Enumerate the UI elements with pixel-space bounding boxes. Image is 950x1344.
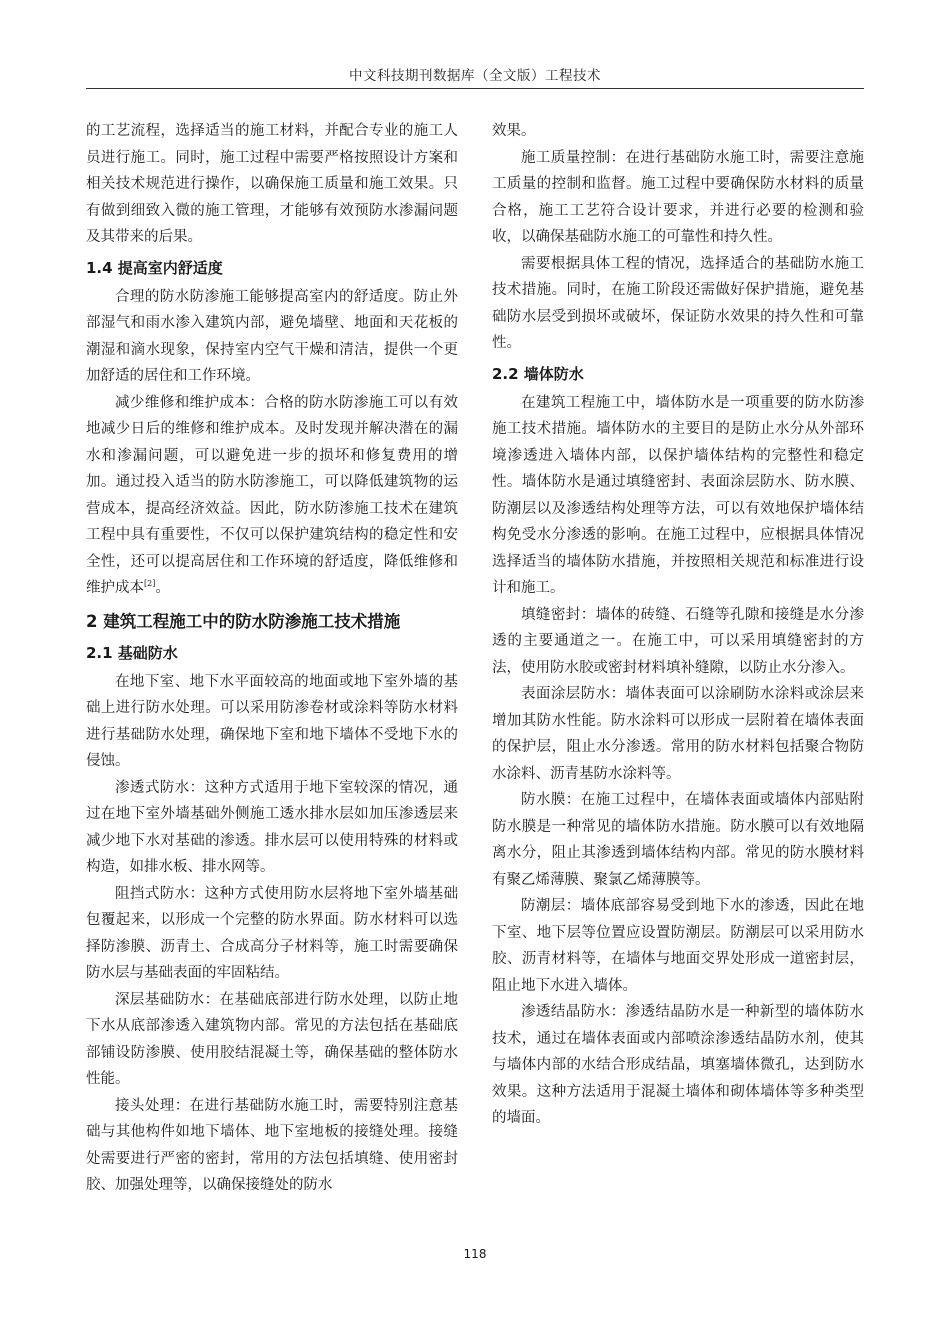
paragraph-maintenance-cost: [86, 390, 458, 602]
paragraph-end-punct: 。: [155, 580, 170, 596]
heading-section-2: 2 建筑工程施工中的防水防渗施工技术措施: [86, 611, 401, 631]
right-column: [492, 118, 864, 1132]
paragraph-surface-coating: 表面涂层防水：墙体表面可以涂刷防水涂料或涂层来增加其防水性能。防水涂料可以形成一层附着在墙体表面的保护层，阻止水分渗透。常用的防水材料包括聚合物防水涂料、沥青基防水涂料等。: [492, 686, 864, 782]
paragraph-waterproof-membrane: 防水膜：在施工过程中，在墙体表面或墙体内部贴附防水膜是一种常见的墙体防水措施。防水膜可以有效地隔离水分，阻止其渗透到墙体结构内部。常见的防水膜材料有聚乙烯薄膜、聚氯乙烯薄膜等。: [492, 792, 864, 888]
paragraph-damp-proof-layer: 防潮层：墙体底部容易受到地下水的渗透，因此在地下室、地下层等位置应设置防潮层。防潮层可以采用防水胶、沥青材料等，在墙体与地面交界处形成一道密封层，阻止地下水进入墙体。: [492, 898, 864, 994]
heading-2-1: 2.1 基础防水: [86, 643, 178, 662]
heading-2-2: 2.2 墙体防水: [492, 364, 584, 383]
page-number: 118: [463, 1247, 487, 1261]
header-rule: [86, 88, 864, 89]
paragraph-barrier-waterproof: 阻挡式防水：这种方式使用防水层将地下室外墙基础包覆起来，以形成一个完整的防水界面。防水材料可以选择防渗膜、沥青土、合成高分子材料等，施工时需要确保防水层与基础表面的牢固粘结。: [86, 885, 458, 981]
citation-marker: [2]: [144, 579, 156, 589]
heading-1-4: 1.4 提高室内舒适度: [86, 258, 223, 277]
paragraph-quality-control: 施工质量控制：在进行基础防水施工时，需要注意施工质量的控制和监督。施工过程中要确保防水材料的质量合格，施工工艺符合设计要求，并进行必要的检测和验收，以确保基础防水施工的可靠性和持久性。: [492, 149, 864, 245]
paragraph-select-measures: 需要根据具体工程的情况，选择适合的基础防水施工技术措施。同时，在施工阶段还需做好保护措施，避免基础防水层受到损坏或破坏，保证防水效果的持久性和可靠性。: [492, 255, 864, 351]
paragraph-continued: 的工艺流程，选择适当的施工材料，并配合专业的施工人员进行施工。同时，施工过程中需要严格按照设计方案和相关技术规范进行操作，以确保施工质量和施工效果。只有做到细致入微的施工管理，才能够有效预防水渗漏问题及其带来的后果。: [86, 123, 458, 245]
paragraph-permeable-waterproof: 渗透式防水：这种方式适用于地下室较深的情况，通过在地下室外墙基础外侧施工透水排水层如加压渗透层来减少地下水对基础的渗透。排水层可以使用特殊的材料或构造，如排水板、排水网等。: [86, 779, 458, 875]
paragraph-foundation-intro: 在地下室、地下水平面较高的地面或地下室外墙的基础上进行防水处理。可以采用防渗卷材或涂料等防水材料进行基础防水处理，确保地下室和地下墙体不受地下水的侵蚀。: [86, 673, 458, 769]
left-column: [86, 118, 458, 1199]
paragraph-maintenance-text: 减少维修和维护成本：合格的防水防渗施工可以有效地减少日后的维修和维护成本。及时发现并解决潜在的漏水和渗漏问题，可以避免进一步的损坏和修复费用的增加。通过投入适当的防水防渗施工，可以降低建筑物的运营成本，提高经济效益。因此，防水防渗施工技术在建筑工程中具有重要性，不仅可以保护建筑结构的稳定性和安全性，还可以提高居住和工作环境的舒适度，降低维修和维护成本: [86, 394, 458, 596]
paragraph-wall-intro: 在建筑工程施工中，墙体防水是一项重要的防水防渗施工技术措施。墙体防水的主要目的是防止水分从外部环境渗透进入墙体内部，以保护墙体结构的完整性和稳定性。墙体防水是通过填缝密封、表面涂层防水、防水膜、防潮层以及渗透结构处理等方法，可以有效地保护墙体结构免受水分渗透的影响。在施工过程中，应根据具体情况选择适当的墙体防水措施，并按照相关规范和标准进行设计和施工。: [492, 394, 864, 596]
paragraph-continued-right: 效果。: [492, 123, 536, 139]
paragraph-joint-treatment: 接头处理：在进行基础防水施工时，需要特别注意基础与其他构件如地下墙体、地下室地板的接缝处理。接缝处需要进行严密的密封，常用的方法包括填缝、使用密封胶、加强处理等，以确保接缝处的防水: [86, 1097, 458, 1193]
running-header: 中文科技期刊数据库（全文版）工程技术: [349, 68, 601, 84]
paragraph-deep-foundation: 深层基础防水：在基础底部进行防水处理，以防止地下水从底部渗透入建筑物内部。常见的方法包括在基础底部铺设防渗膜、使用胶结混凝土等，确保基础的整体防水性能。: [86, 991, 458, 1087]
paragraph-crystalline-waterproof: 渗透结晶防水：渗透结晶防水是一种新型的墙体防水技术，通过在墙体表面或内部喷涂渗透结晶防水剂，使其与墙体内部的水结合形成结晶，填塞墙体微孔，达到防水效果。这种方法适用于混凝土墙体和砌体墙体等多种类型的墙面。: [492, 1004, 864, 1126]
paragraph-comfort: 合理的防水防渗施工能够提高室内的舒适度。防止外部湿气和雨水渗入建筑内部，避免墙壁、地面和天花板的潮湿和滴水现象，保持室内空气干燥和清洁，提供一个更加舒适的居住和工作环境。: [86, 288, 458, 384]
paragraph-joint-sealing: 填缝密封：墙体的砖缝、石缝等孔隙和接缝是水分渗透的主要通道之一。在施工中，可以采用填缝密封的方法，使用防水胶或密封材料填补缝隙，以防止水分渗入。: [492, 606, 864, 676]
